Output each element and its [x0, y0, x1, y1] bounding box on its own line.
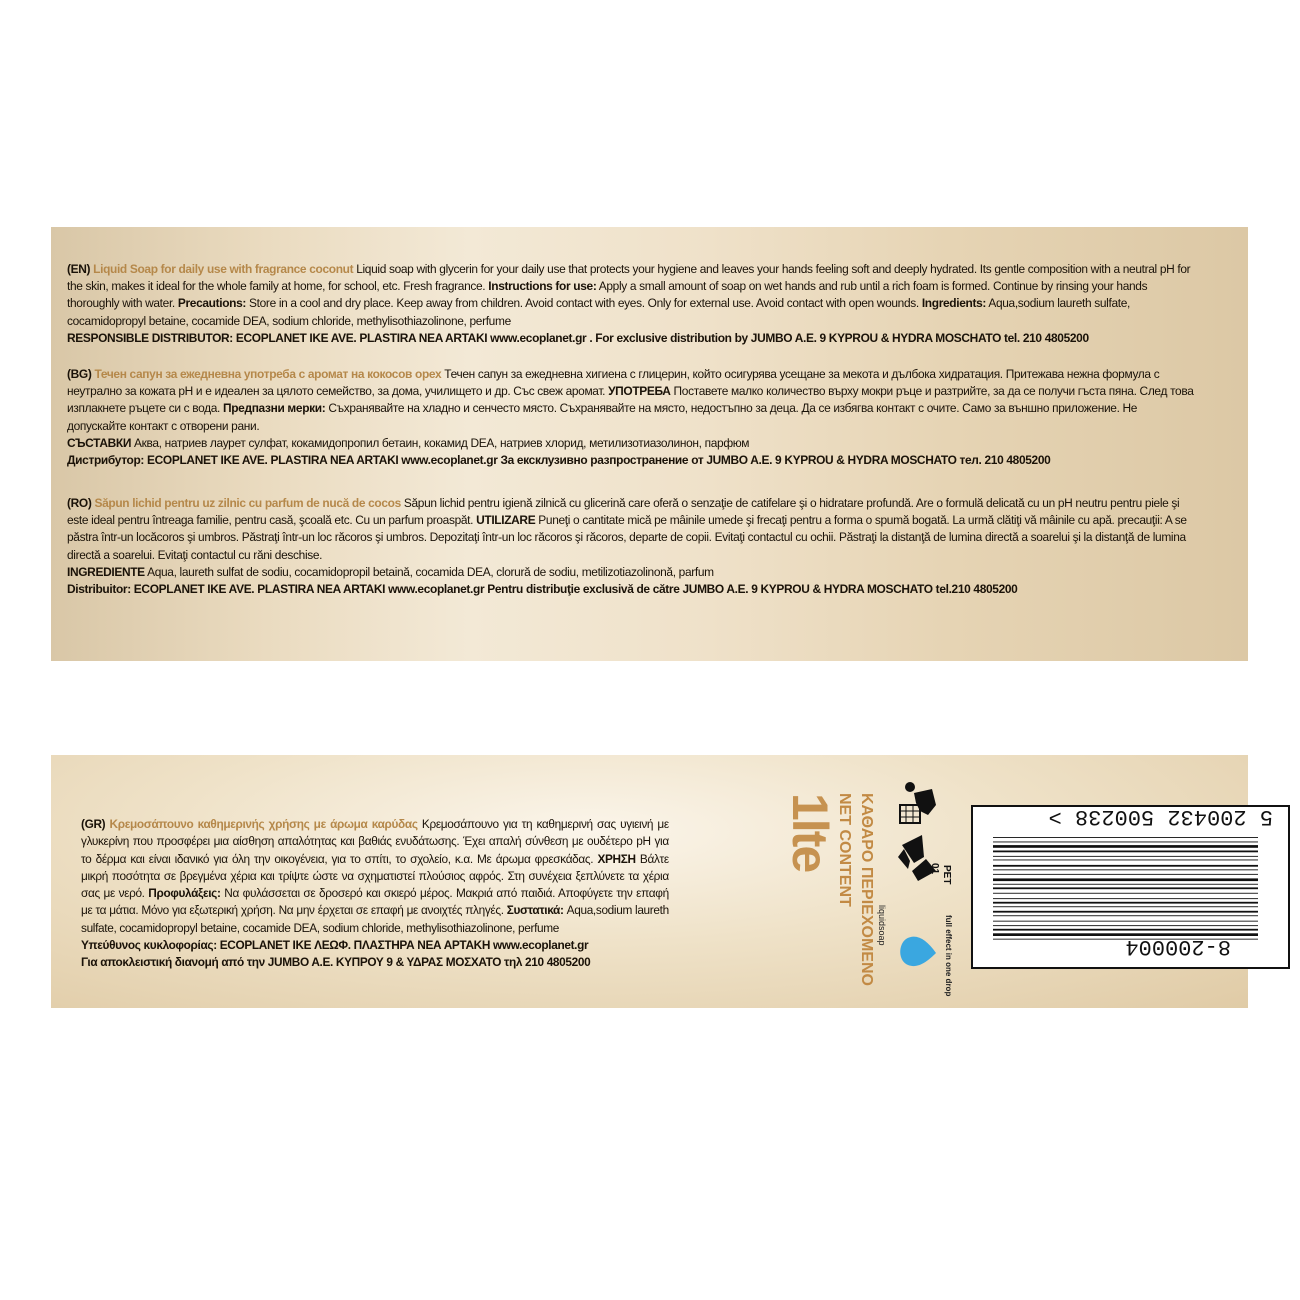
ingredients-label: INGREDIENTE [67, 564, 145, 579]
distributor-line: Distribuitor: ECOPLANET IKE AVE. PLASTIRA NEA ARTAKI www.ecoplanet.gr Pentru distribuţie exclusivă de către JUMBO A.E. 9 KYPROU & HYDRA MOSCHATO tel.210 4805200 [67, 582, 1018, 597]
lang-code: (EN) [67, 262, 91, 276]
barcode-bar [993, 929, 1258, 931]
barcode-bar [993, 925, 1258, 926]
gr-section [81, 816, 669, 972]
net-content-english: NET CONTENT [836, 793, 853, 907]
precautions-text: Store in a cool and dry place. Keep away from children. Avoid contact with eyes. Only for external use. Avoid contact with open wounds. [246, 296, 922, 311]
ro-section [67, 495, 1198, 598]
lang-code: (GR) [81, 817, 106, 831]
barcode-bar [993, 845, 1258, 848]
tagline: full effect in one drop [944, 915, 953, 997]
barcode-bar [993, 842, 1258, 843]
barcode-bar [993, 902, 1258, 904]
ingredients-label: СЪСТАВКИ [67, 435, 132, 450]
ingredients-label: Ingredients: [921, 296, 987, 311]
recycle-code: 01 [929, 863, 940, 875]
barcode [971, 805, 1290, 969]
precautions-text: Να φυλάσσεται σε δροσερό και σκιερό μέρος. Μακριά από παιδιά. Αποφύγετε την επαφή με τα μάτια. Μόνο για εξωτερική χρήση. Να μην έρχεται σε επαφή με ανοιχτές πληγές. [81, 886, 669, 918]
product-heading: Săpun lichid pentru uz zilnic cu parfum de nucă de cocos [94, 496, 401, 510]
distributor-line-1: Υπεύθυνος κυκλοφορίας: ECOPLANET IKE ΛΕΩΦ. ΠΛΑΣΤΗΡΑ ΝΕΑ ΑΡΤΑΚΗ www.ecoplanet.gr [81, 938, 589, 953]
precautions-label: Precautions: [177, 296, 247, 311]
product-heading: Liquid Soap for daily use with fragrance coconut [93, 262, 354, 276]
net-volume [781, 793, 839, 871]
distributor-line-2: Για αποκλειστική διανομή από την JUMBO A.E. ΚΥΠΡΟΥ 9 & ΥΔΡΑΣ ΜΟΣΧΑΤΟ τηλ 210 4805200 [81, 955, 591, 970]
barcode-bar [993, 851, 1258, 853]
barcode-bar [993, 887, 1258, 889]
ingredients-label: Συστατικά: [506, 903, 564, 918]
water-drop-icon [900, 937, 936, 966]
ingredients-text: Aqua, laureth sulfat de sodiu, cocamidopropil betaină, cocamida DEA, clorură de sodiu, metilizotiazolinonă, parfum [144, 564, 714, 579]
net-content-greek: ΚΑΘΑΡΟ ΠΕΡΙΕΧΟΜΕΝΟ [858, 793, 875, 986]
distributor-line: RESPONSIBLE DISTRIBUTOR: ECOPLANET IKE AVE. PLASTIRA NEA ARTAKI www.ecoplanet.gr . For exclusive distribution by JUMBO A.E. 9 KYPROU & HYDRA MOSCHATO tel. 210 4805200 [67, 330, 1089, 345]
barcode-bar [993, 874, 1258, 875]
barcode-bar [993, 915, 1258, 916]
ingredients-text: Аква, натриев лаурет сулфат, кокамидопропил бетаин, кокамид DEA, натриев хлорид, метилизотиазолинон, парфюм [131, 435, 750, 450]
barcode-bar [993, 837, 1258, 838]
distributor-line: Дистрибутор: ECOPLANET IKE AVE. PLASTIRA NEA ARTAKI www.ecoplanet.gr За ексклузивно разпространение от JUMBO A.E. 9 KYPROU & HYDRA MOSCHATO тел. 210 4805200 [67, 453, 1051, 468]
barcode-bar [993, 893, 1258, 894]
description: Κρεμοσάπουνο για τη καθημερινή σας υγιεινή με γλυκερίνη που προσφέρει μια αίσθηση απαλότητας και βαθιάς ενυδάτωσης. Έχει απαλή σύνθεση με ουδέτερο pH για το δέρμα και είναι ιδανικό για όλη την οικογένεια, για το σπίτι, το σχολείο, κ.α. Με άρωμα φρεσκάδας. [81, 817, 669, 866]
recycle-material: PET [941, 865, 952, 885]
bg-section [67, 366, 1198, 469]
barcode-bar [993, 898, 1258, 899]
barcode-bar [993, 869, 1258, 870]
en-section [67, 261, 1198, 347]
barcode-bottom-number: 8-200004 [1125, 934, 1231, 959]
use-text: Apply a small amount of soap on wet hands and rub until a rich foam is formed. Continue by rinsing your hands thoroughly with water. [67, 279, 1148, 311]
barcode-top-number: 5 200432 500238 > [1048, 804, 1273, 829]
barcode-bars [993, 837, 1258, 940]
brand-name: liquidsoap [877, 905, 887, 946]
barcode-bar [993, 878, 1258, 881]
product-heading: Течен сапун за ежедневна употреба с аромат на кокосов орех [94, 367, 442, 381]
barcode-bar [993, 911, 1258, 913]
top-label [51, 227, 1248, 661]
use-text: Βάλτε μικρή ποσότητα σε βρεγμένα χέρια και τρίψτε ώστε να σχηματιστεί πλούσιος αφρός. Στη συνέχεια ξεπλύνετε τα χέρια σας με νερό. [81, 851, 669, 901]
use-label: UTILIZARE [476, 513, 536, 528]
barcode-bar [993, 865, 1258, 867]
product-heading: Κρεμοσάπουνο καθημερινής χρήσης με άρωμα καρύδας [109, 817, 418, 831]
icons-svg [877, 775, 959, 997]
description: Течен сапун за ежедневна хигиена с глицерин, който осигурява усещане за мекота и дълбока хидратация. Притежава нежна формула с неутрално за кожата pH и е идеален за цялото семейство, за дома, училището и др. Със свеж аромат. [67, 367, 1160, 399]
icons-column [877, 775, 959, 997]
precautions-text: Съхранявайте на хладно и сенчесто място. Съхранявайте на място, недостъпно за деца. Да се избягва контакт с очите. Само за външно приложение. Не допускайте контакт с отворени рани. [67, 401, 1138, 433]
precautions-label: Προφυλάξεις: [148, 886, 221, 901]
barcode-bar [993, 906, 1258, 907]
barcode-bar [993, 856, 1258, 857]
use-label: Instructions for use: [488, 279, 597, 294]
bottom-label [51, 755, 1273, 1008]
barcode-bar [993, 860, 1258, 861]
description: Săpun lichid pentru igienă zilnică cu glicerină care oferă o senzaţie de catifelare şi o hidratare profundă. Are o formulă delicată cu un pH neutru pentru piele şi este ideal pentru întreaga familie, pentru casă, şcoală etc. Cu un parfum proaspăt. [67, 496, 1180, 528]
use-label: ΧΡΗΣΗ [597, 851, 636, 866]
e-mark: e [782, 845, 838, 872]
barcode-bar [993, 884, 1258, 885]
use-label: УПОТРЕБА [608, 384, 671, 399]
lang-code: (BG) [67, 367, 92, 381]
tidyman-icon [900, 782, 936, 823]
barcode-bar [993, 921, 1258, 922]
description: Liquid soap with glycerin for your daily use that protects your hygiene and leaves your hands feeling soft and deeply hydrated. Its gentle composition with a neutral pH for the skin, makes it ideal for the whole family at home, for school, etc. Fresh fragrance. [67, 262, 1191, 294]
use-text: Puneţi o cantitate mică pe mâinile umede şi frecaţi pentru a forma o spumă bogată. La urmă clătiţi vă mâinile cu apă. precauţii: A se păstra într-un locăcoros şi umbros. Păstraţi într-un loc răcoros şi umbros. Depozitaţi într-un loc răcoros şi răcoros, departe de copii. Evitaţi contactul cu ochii. Păstraţi la distanţă de lumina directă a soarelui şi la distanţă de lumina directă a soarelui. Evitaţi contactul cu răni deschise. [67, 513, 1187, 562]
lang-code: (RO) [67, 496, 92, 510]
precautions-label: Предпазни мерки: [222, 401, 326, 416]
use-text: Поставете малко количество върху мокри ръце и разтрийте, за да се получи гъста пяна. След това изплакнете ръцете си с вода. [67, 384, 1194, 416]
volume-value: 1lt [782, 793, 838, 846]
ingredients-text: Aqua,sodium laureth sulfate, cocamidopropyl betaine, cocamide DEA, sodium chloride, methylisothiazolinone, perfume [67, 296, 1131, 328]
barcode-svg [973, 804, 1288, 967]
net-content-block [701, 793, 875, 986]
ingredients-text: Aqua,sodium laureth sulfate, cocamidopropyl betaine, cocamide DEA, sodium chloride, methylisothiazolinone, perfume [81, 903, 669, 935]
